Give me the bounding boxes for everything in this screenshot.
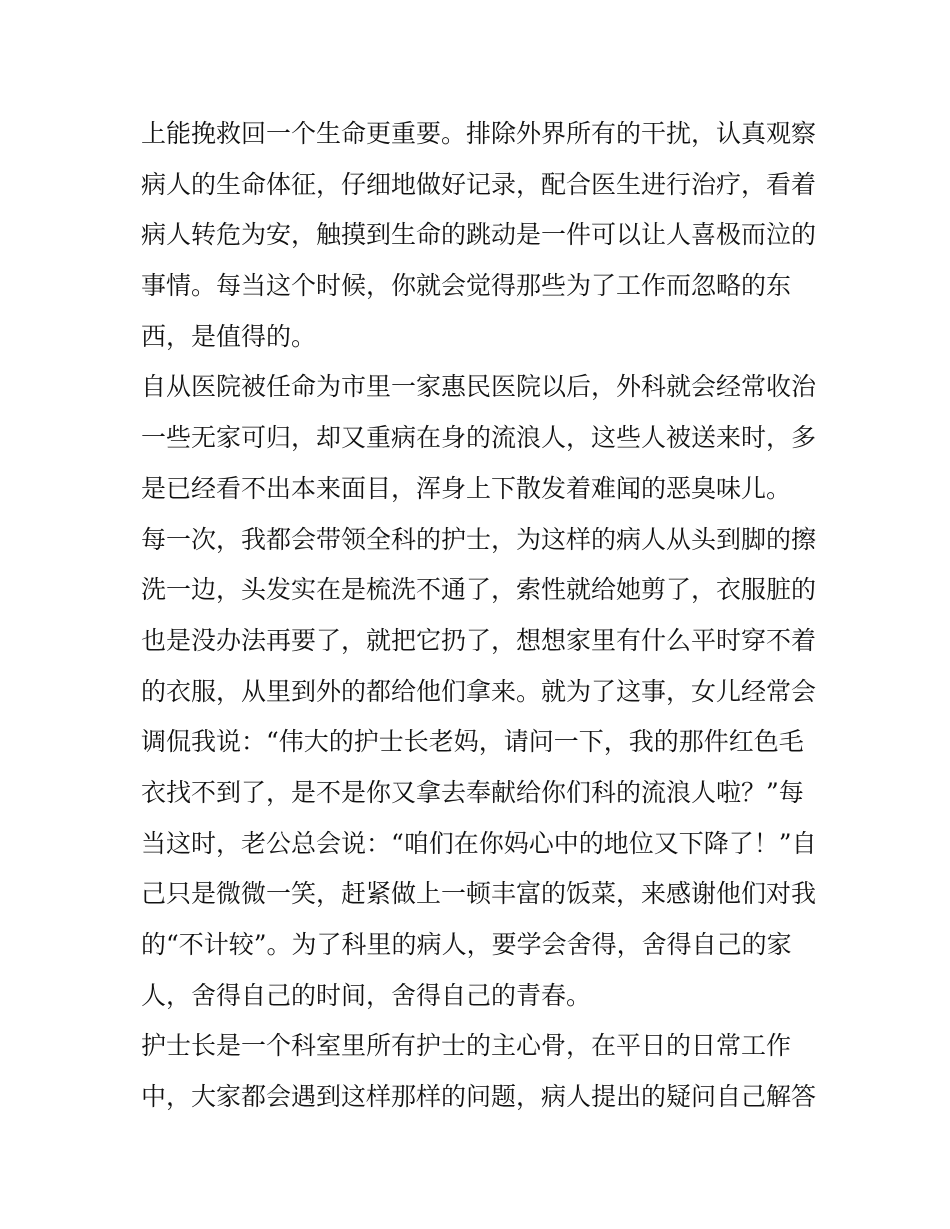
text-line: 自从医院被任命为市里一家惠民医院以后，外科就会经常收治 [141, 372, 817, 402]
text-line: 西，是值得的。 [141, 321, 317, 351]
text-line: 的衣服，从里到外的都给他们拿来。就为了这事，女儿经常会 [141, 676, 817, 706]
text-line: 当这时，老公总会说：“咱们在你妈心中的地位又下降了！”自 [141, 828, 817, 858]
text-line: 的“不计较”。为了科里的病人，要学会舍得，舍得自己的家 [141, 930, 792, 959]
text-line: 调侃我说：“伟大的护士长老妈，请问一下，我的那件红色毛 [141, 727, 804, 757]
text-line: 洗一边，头发实在是梳洗不通了，索性就给她剪了，衣服脏的 [141, 575, 817, 605]
text-line: 人，舍得自己的时间，舍得自己的青春。 [141, 980, 592, 1010]
text-line: 也是没办法再要了，就把它扔了，想想家里有什么平时穿不着 [141, 625, 817, 655]
text-line: 护士长是一个科室里所有护士的主心骨，在平日的日常工作 [141, 1031, 792, 1061]
document-body [141, 109, 817, 1123]
text-line: 病人转危为安，触摸到生命的跳动是一件可以让人喜极而泣的 [141, 220, 817, 250]
text-line: 病人的生命体征，仔细地做好记录，配合医生进行治疗，看着 [141, 169, 817, 199]
text-line: 事情。每当这个时候，你就会觉得那些为了工作而忽略的东 [141, 271, 792, 301]
text-line: 中，大家都会遇到这样那样的问题，病人提出的疑问自己解答 [141, 1082, 817, 1112]
text-line: 衣找不到了，是不是你又拿去奉献给你们科的流浪人啦？”每 [141, 777, 804, 807]
text-line: 上能挽救回一个生命更重要。排除外界所有的干扰，认真观察 [141, 119, 817, 148]
text-line: 一些无家可归，却又重病在身的流浪人，这些人被送来时，多 [141, 423, 817, 453]
text-line: 己只是微微一笑，赶紧做上一顿丰富的饭菜，来感谢他们对我 [141, 879, 817, 909]
text-line: 每一次，我都会带领全科的护士，为这样的病人从头到脚的擦 [141, 524, 817, 554]
text-line: 是已经看不出本来面目，浑身上下散发着难闻的恶臭味儿。 [141, 473, 792, 503]
